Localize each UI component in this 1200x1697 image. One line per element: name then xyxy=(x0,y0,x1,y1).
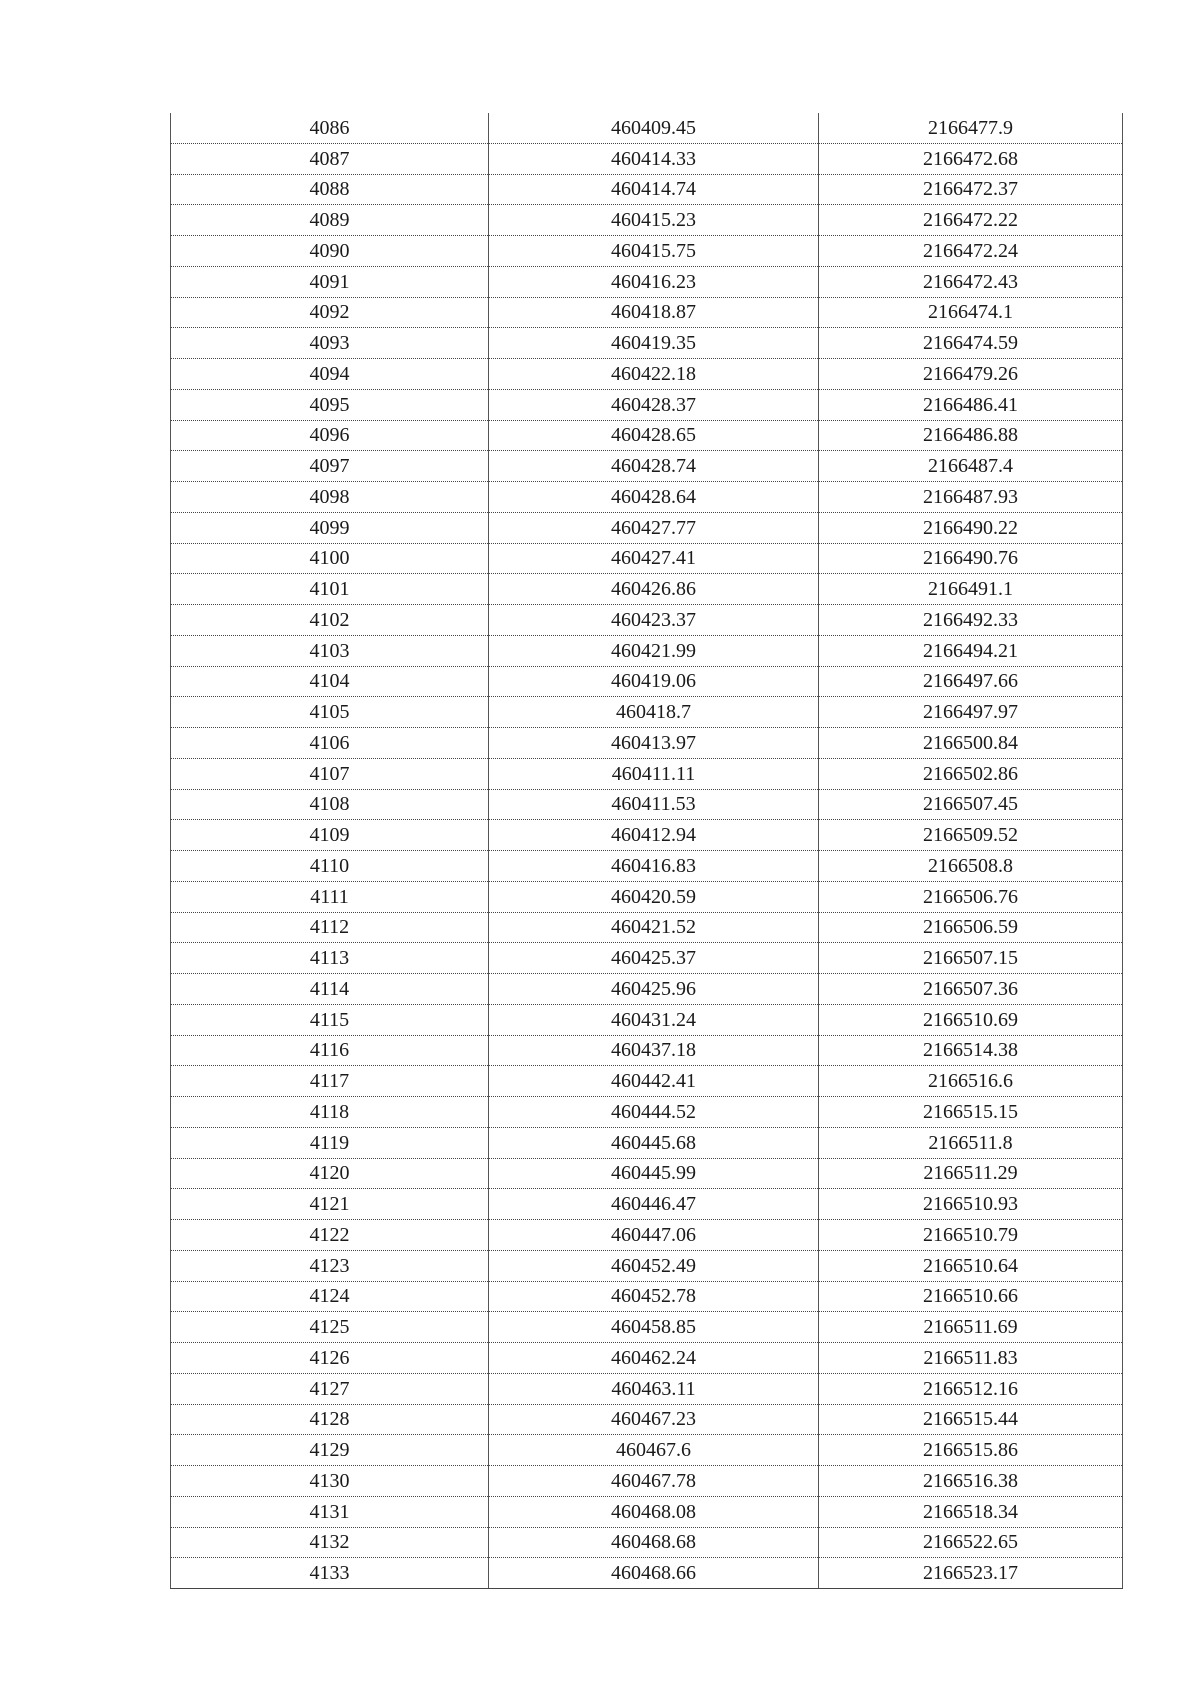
table-row xyxy=(171,943,1123,974)
x-coordinate-cell: 460412.94 xyxy=(489,820,819,851)
y-coordinate-cell: 2166523.17 xyxy=(819,1558,1123,1589)
x-coordinate-cell: 460419.35 xyxy=(489,328,819,359)
x-coordinate-cell: 460467.6 xyxy=(489,1435,819,1466)
table-row xyxy=(171,1158,1123,1189)
point-number-cell: 4093 xyxy=(171,328,489,359)
coordinate-table-body xyxy=(171,113,1123,1589)
point-number-cell: 4127 xyxy=(171,1373,489,1404)
y-coordinate-cell: 2166511.8 xyxy=(819,1127,1123,1158)
y-coordinate-cell: 2166508.8 xyxy=(819,851,1123,882)
x-coordinate-cell: 460468.66 xyxy=(489,1558,819,1589)
point-number-cell: 4126 xyxy=(171,1343,489,1374)
point-number-cell: 4092 xyxy=(171,297,489,328)
table-row xyxy=(171,1527,1123,1558)
x-coordinate-cell: 460458.85 xyxy=(489,1312,819,1343)
point-number-cell: 4103 xyxy=(171,635,489,666)
x-coordinate-cell: 460411.11 xyxy=(489,758,819,789)
y-coordinate-cell: 2166502.86 xyxy=(819,758,1123,789)
point-number-cell: 4131 xyxy=(171,1496,489,1527)
y-coordinate-cell: 2166514.38 xyxy=(819,1035,1123,1066)
y-coordinate-cell: 2166494.21 xyxy=(819,635,1123,666)
table-row xyxy=(171,820,1123,851)
x-coordinate-cell: 460462.24 xyxy=(489,1343,819,1374)
table-row xyxy=(171,1281,1123,1312)
point-number-cell: 4102 xyxy=(171,605,489,636)
point-number-cell: 4108 xyxy=(171,789,489,820)
point-number-cell: 4118 xyxy=(171,1097,489,1128)
y-coordinate-cell: 2166516.38 xyxy=(819,1466,1123,1497)
table-row xyxy=(171,113,1123,143)
table-row xyxy=(171,912,1123,943)
table-row xyxy=(171,236,1123,267)
x-coordinate-cell: 460418.7 xyxy=(489,697,819,728)
coordinate-table xyxy=(170,113,1123,1589)
point-number-cell: 4133 xyxy=(171,1558,489,1589)
point-number-cell: 4096 xyxy=(171,420,489,451)
y-coordinate-cell: 2166487.4 xyxy=(819,451,1123,482)
y-coordinate-cell: 2166472.22 xyxy=(819,205,1123,236)
x-coordinate-cell: 460463.11 xyxy=(489,1373,819,1404)
y-coordinate-cell: 2166490.76 xyxy=(819,543,1123,574)
table-row xyxy=(171,297,1123,328)
point-number-cell: 4091 xyxy=(171,266,489,297)
x-coordinate-cell: 460444.52 xyxy=(489,1097,819,1128)
x-coordinate-cell: 460426.86 xyxy=(489,574,819,605)
y-coordinate-cell: 2166474.59 xyxy=(819,328,1123,359)
table-row xyxy=(171,482,1123,513)
x-coordinate-cell: 460427.77 xyxy=(489,512,819,543)
table-row xyxy=(171,174,1123,205)
y-coordinate-cell: 2166506.76 xyxy=(819,881,1123,912)
table-row xyxy=(171,512,1123,543)
table-row xyxy=(171,666,1123,697)
table-row xyxy=(171,1373,1123,1404)
x-coordinate-cell: 460431.24 xyxy=(489,1004,819,1035)
y-coordinate-cell: 2166497.66 xyxy=(819,666,1123,697)
y-coordinate-cell: 2166490.22 xyxy=(819,512,1123,543)
table-row xyxy=(171,635,1123,666)
point-number-cell: 4120 xyxy=(171,1158,489,1189)
y-coordinate-cell: 2166510.79 xyxy=(819,1220,1123,1251)
x-coordinate-cell: 460421.99 xyxy=(489,635,819,666)
y-coordinate-cell: 2166510.66 xyxy=(819,1281,1123,1312)
point-number-cell: 4099 xyxy=(171,512,489,543)
x-coordinate-cell: 460437.18 xyxy=(489,1035,819,1066)
y-coordinate-cell: 2166486.88 xyxy=(819,420,1123,451)
x-coordinate-cell: 460468.68 xyxy=(489,1527,819,1558)
x-coordinate-cell: 460468.08 xyxy=(489,1496,819,1527)
point-number-cell: 4106 xyxy=(171,728,489,759)
x-coordinate-cell: 460445.68 xyxy=(489,1127,819,1158)
y-coordinate-cell: 2166511.69 xyxy=(819,1312,1123,1343)
x-coordinate-cell: 460419.06 xyxy=(489,666,819,697)
table-row xyxy=(171,420,1123,451)
y-coordinate-cell: 2166507.45 xyxy=(819,789,1123,820)
x-coordinate-cell: 460413.97 xyxy=(489,728,819,759)
y-coordinate-cell: 2166515.15 xyxy=(819,1097,1123,1128)
x-coordinate-cell: 460418.87 xyxy=(489,297,819,328)
x-coordinate-cell: 460442.41 xyxy=(489,1066,819,1097)
point-number-cell: 4098 xyxy=(171,482,489,513)
x-coordinate-cell: 460422.18 xyxy=(489,359,819,390)
point-number-cell: 4112 xyxy=(171,912,489,943)
y-coordinate-cell: 2166515.44 xyxy=(819,1404,1123,1435)
x-coordinate-cell: 460428.64 xyxy=(489,482,819,513)
table-row xyxy=(171,881,1123,912)
point-number-cell: 4100 xyxy=(171,543,489,574)
x-coordinate-cell: 460409.45 xyxy=(489,113,819,143)
y-coordinate-cell: 2166472.37 xyxy=(819,174,1123,205)
table-row xyxy=(171,1035,1123,1066)
x-coordinate-cell: 460414.33 xyxy=(489,143,819,174)
point-number-cell: 4130 xyxy=(171,1466,489,1497)
x-coordinate-cell: 460416.83 xyxy=(489,851,819,882)
x-coordinate-cell: 460421.52 xyxy=(489,912,819,943)
point-number-cell: 4128 xyxy=(171,1404,489,1435)
y-coordinate-cell: 2166472.68 xyxy=(819,143,1123,174)
point-number-cell: 4123 xyxy=(171,1250,489,1281)
table-row xyxy=(171,1250,1123,1281)
x-coordinate-cell: 460428.74 xyxy=(489,451,819,482)
table-row xyxy=(171,574,1123,605)
x-coordinate-cell: 460414.74 xyxy=(489,174,819,205)
y-coordinate-cell: 2166515.86 xyxy=(819,1435,1123,1466)
y-coordinate-cell: 2166511.83 xyxy=(819,1343,1123,1374)
y-coordinate-cell: 2166479.26 xyxy=(819,359,1123,390)
point-number-cell: 4119 xyxy=(171,1127,489,1158)
x-coordinate-cell: 460467.78 xyxy=(489,1466,819,1497)
y-coordinate-cell: 2166510.93 xyxy=(819,1189,1123,1220)
point-number-cell: 4109 xyxy=(171,820,489,851)
y-coordinate-cell: 2166506.59 xyxy=(819,912,1123,943)
y-coordinate-cell: 2166472.43 xyxy=(819,266,1123,297)
point-number-cell: 4095 xyxy=(171,389,489,420)
table-row xyxy=(171,266,1123,297)
x-coordinate-cell: 460411.53 xyxy=(489,789,819,820)
table-row xyxy=(171,1466,1123,1497)
table-row xyxy=(171,1097,1123,1128)
point-number-cell: 4121 xyxy=(171,1189,489,1220)
point-number-cell: 4129 xyxy=(171,1435,489,1466)
point-number-cell: 4088 xyxy=(171,174,489,205)
table-row xyxy=(171,1004,1123,1035)
y-coordinate-cell: 2166518.34 xyxy=(819,1496,1123,1527)
point-number-cell: 4116 xyxy=(171,1035,489,1066)
y-coordinate-cell: 2166522.65 xyxy=(819,1527,1123,1558)
table-row xyxy=(171,1404,1123,1435)
y-coordinate-cell: 2166507.36 xyxy=(819,974,1123,1005)
table-row xyxy=(171,1312,1123,1343)
x-coordinate-cell: 460423.37 xyxy=(489,605,819,636)
y-coordinate-cell: 2166497.97 xyxy=(819,697,1123,728)
x-coordinate-cell: 460427.41 xyxy=(489,543,819,574)
point-number-cell: 4105 xyxy=(171,697,489,728)
y-coordinate-cell: 2166510.69 xyxy=(819,1004,1123,1035)
point-number-cell: 4086 xyxy=(171,113,489,143)
y-coordinate-cell: 2166491.1 xyxy=(819,574,1123,605)
table-row xyxy=(171,205,1123,236)
point-number-cell: 4124 xyxy=(171,1281,489,1312)
y-coordinate-cell: 2166486.41 xyxy=(819,389,1123,420)
y-coordinate-cell: 2166512.16 xyxy=(819,1373,1123,1404)
x-coordinate-cell: 460425.96 xyxy=(489,974,819,1005)
y-coordinate-cell: 2166487.93 xyxy=(819,482,1123,513)
point-number-cell: 4122 xyxy=(171,1220,489,1251)
point-number-cell: 4104 xyxy=(171,666,489,697)
x-coordinate-cell: 460446.47 xyxy=(489,1189,819,1220)
y-coordinate-cell: 2166472.24 xyxy=(819,236,1123,267)
x-coordinate-cell: 460445.99 xyxy=(489,1158,819,1189)
x-coordinate-cell: 460452.49 xyxy=(489,1250,819,1281)
point-number-cell: 4101 xyxy=(171,574,489,605)
table-row xyxy=(171,1127,1123,1158)
y-coordinate-cell: 2166507.15 xyxy=(819,943,1123,974)
point-number-cell: 4097 xyxy=(171,451,489,482)
x-coordinate-cell: 460415.75 xyxy=(489,236,819,267)
y-coordinate-cell: 2166477.9 xyxy=(819,113,1123,143)
point-number-cell: 4110 xyxy=(171,851,489,882)
table-row xyxy=(171,851,1123,882)
table-row xyxy=(171,728,1123,759)
y-coordinate-cell: 2166474.1 xyxy=(819,297,1123,328)
table-row xyxy=(171,1496,1123,1527)
x-coordinate-cell: 460425.37 xyxy=(489,943,819,974)
point-number-cell: 4107 xyxy=(171,758,489,789)
table-row xyxy=(171,758,1123,789)
x-coordinate-cell: 460415.23 xyxy=(489,205,819,236)
x-coordinate-cell: 460447.06 xyxy=(489,1220,819,1251)
point-number-cell: 4115 xyxy=(171,1004,489,1035)
table-row xyxy=(171,697,1123,728)
table-row xyxy=(171,359,1123,390)
table-row xyxy=(171,1435,1123,1466)
x-coordinate-cell: 460467.23 xyxy=(489,1404,819,1435)
table-row xyxy=(171,974,1123,1005)
table-row xyxy=(171,543,1123,574)
y-coordinate-cell: 2166500.84 xyxy=(819,728,1123,759)
table-row xyxy=(171,328,1123,359)
y-coordinate-cell: 2166492.33 xyxy=(819,605,1123,636)
x-coordinate-cell: 460428.65 xyxy=(489,420,819,451)
point-number-cell: 4125 xyxy=(171,1312,489,1343)
y-coordinate-cell: 2166510.64 xyxy=(819,1250,1123,1281)
point-number-cell: 4132 xyxy=(171,1527,489,1558)
table-row xyxy=(171,143,1123,174)
point-number-cell: 4113 xyxy=(171,943,489,974)
table-row xyxy=(171,389,1123,420)
y-coordinate-cell: 2166516.6 xyxy=(819,1066,1123,1097)
table-row xyxy=(171,789,1123,820)
y-coordinate-cell: 2166511.29 xyxy=(819,1158,1123,1189)
point-number-cell: 4094 xyxy=(171,359,489,390)
x-coordinate-cell: 460420.59 xyxy=(489,881,819,912)
point-number-cell: 4090 xyxy=(171,236,489,267)
table-row xyxy=(171,451,1123,482)
point-number-cell: 4111 xyxy=(171,881,489,912)
x-coordinate-cell: 460416.23 xyxy=(489,266,819,297)
x-coordinate-cell: 460452.78 xyxy=(489,1281,819,1312)
point-number-cell: 4087 xyxy=(171,143,489,174)
table-row xyxy=(171,1220,1123,1251)
table-row xyxy=(171,605,1123,636)
table-row xyxy=(171,1066,1123,1097)
table-row xyxy=(171,1189,1123,1220)
point-number-cell: 4114 xyxy=(171,974,489,1005)
point-number-cell: 4089 xyxy=(171,205,489,236)
y-coordinate-cell: 2166509.52 xyxy=(819,820,1123,851)
x-coordinate-cell: 460428.37 xyxy=(489,389,819,420)
point-number-cell: 4117 xyxy=(171,1066,489,1097)
table-row xyxy=(171,1558,1123,1589)
table-row xyxy=(171,1343,1123,1374)
